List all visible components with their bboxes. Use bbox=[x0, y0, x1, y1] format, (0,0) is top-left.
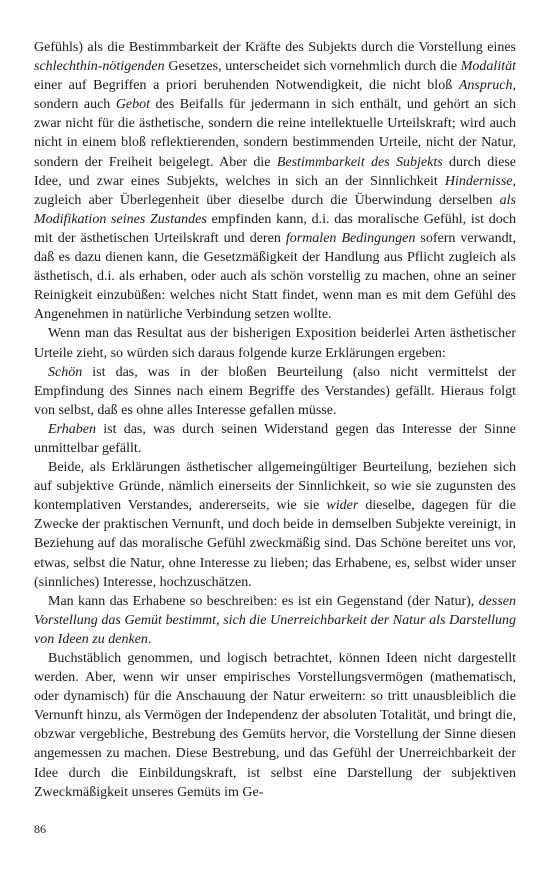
italic-segment: formalen Bedingungen bbox=[285, 230, 416, 246]
text-segment: Man kann das Erhabene so beschreiben: es ist ein Gegenstand (der Natur), bbox=[48, 593, 479, 609]
text-segment: ist das, was durch seinen Widerstand gegen das Interesse der Sinne unmittelbar gefällt. bbox=[34, 421, 516, 456]
italic-segment: wider bbox=[326, 498, 359, 514]
italic-segment: Hindernisse bbox=[444, 173, 513, 189]
paragraph-6 bbox=[34, 592, 516, 649]
paragraph-3 bbox=[34, 363, 516, 420]
text-segment: empfinden kann, d.i. das moralische Gefühl, ist doch mit der ästhetischen Urteilskraft und deren bbox=[34, 211, 517, 246]
page-number: 86 bbox=[34, 822, 46, 836]
text-segment: sofern verwandt, daß es dazu dienen kann, die Gesetzmäßigkeit der Handlung aus Pflicht zugleich als ästhetisch, d.i. als erhaben, oder auch als schön vorstellig zu machen, ohne an seiner Reinigkeit einzubüßen: welches nicht Statt findet, wenn man es mit dem Gefühl des Angenehmen in natürliche Verbindung setzen wollte. bbox=[34, 230, 516, 323]
text-segment: durch diese Idee, und zwar eines Subjekts, welches in sich an der Sinnlichkeit bbox=[34, 154, 516, 189]
paragraph-1 bbox=[34, 38, 516, 324]
italic-segment: dessen Vorstellung das Gemüt bestimmt, sich die Unerreichbarkeit der Natur als Darstellung von Ideen zu denken bbox=[34, 593, 516, 647]
text-segment: Gesetzes, unterscheidet sich vornehmlich durch die bbox=[164, 59, 461, 75]
italic-segment: Gebot bbox=[115, 97, 151, 113]
text-segment: , zugleich aber Überlegenheit über dieselbe durch die Überwindung derselben bbox=[34, 173, 516, 208]
text-segment: Gefühls) als die Bestimmbarkeit der Kräfte des Subjekts durch die Vorstellung eines bbox=[34, 40, 516, 55]
paragraph-4 bbox=[34, 420, 516, 458]
text-segment: Wenn man das Resultat aus der bisherigen Exposition beiderlei Arten ästhetischer Urteile zieht, so würden sich daraus folgende kurze Erklärungen ergeben: bbox=[34, 326, 516, 361]
text-segment: einer auf Begriffen a priori beruhenden Notwendigkeit, die nicht bloß bbox=[34, 78, 459, 94]
text-segment: Beide, als Erklärungen ästhetischer allgemeingültiger Beurteilung, beziehen sich auf subjektive Gründe, nämlich einerseits der Sinnlichkeit, so wie sie zugunsten des kontemplativen Verstandes, andererseits, wie sie bbox=[34, 460, 516, 514]
italic-segment: Erhaben bbox=[48, 421, 96, 437]
page-body bbox=[34, 38, 516, 802]
text-segment: . bbox=[147, 631, 152, 647]
text-segment: dieselbe, dagegen für die Zwecke der praktischen Vernunft, und doch beide in demselben Subjekte vereinigt, in Beziehung auf das moralische Gefühl zweckmäßig sind. Das Schöne bereitet uns vor, etwas, selbst die Natur, ohne Interesse zu lieben; das Erhabene, es, selbst wider unser (sinnliches) Interesse, hochzuschätzen. bbox=[34, 498, 516, 590]
italic-segment: Anspruch bbox=[458, 78, 513, 94]
text-segment: Buchstäblich genommen, und logisch betrachtet, können Ideen nicht dargestellt werden. Aber, wenn wir unser empirisches Vorstellungsvermögen (mathematisch, oder dynamisch) für die Anschauung der Natur erweitern: so tritt unausbleiblich die Vernunft hinzu, als Vermögen der Independenz der absoluten Totalität, und bringt die, obzwar vergebliche, Bestrebung des Gemüts hervor, die Vorstellung der Sinne diesen angemessen zu machen. Diese Bestrebung, und das Gefühl der Unerreichbarkeit der Idee durch die Einbildungskraft, ist selbst eine Darstellung der subjektiven Zweckmäßigkeit unseres Gemüts im Ge- bbox=[34, 651, 516, 800]
italic-segment: schlechthin-nötigenden bbox=[34, 59, 165, 75]
text-segment: des Beifalls für jedermann in sich enthält, und gehört an sich zwar nicht für die ästhetische, sondern die reine intellektuelle Urteilskraft; wird auch nicht in einem bloß reflektierenden, sondern bestimmenden Urteile, nicht der Natur, sondern der Freiheit beigelegt. Aber die bbox=[34, 97, 516, 170]
text-segment: , sondern auch bbox=[34, 78, 516, 113]
italic-segment: als Modifikation seines Zustandes bbox=[34, 192, 516, 227]
paragraph-2 bbox=[34, 324, 516, 362]
italic-segment: Bestimmbarkeit des Subjekts bbox=[276, 154, 443, 170]
paragraph-5 bbox=[34, 458, 516, 592]
text-segment: ist das, was in der bloßen Beurteilung (also nicht vermittelst der Empfindung des Sinnes nach einem Begriffe des Verstandes) gefällt. Hieraus folgt von selbst, daß es ohne alles Interesse gefallen müsse. bbox=[34, 364, 516, 418]
italic-segment: Schön bbox=[48, 364, 83, 380]
paragraph-7 bbox=[34, 649, 516, 802]
italic-segment: Modalität bbox=[460, 59, 516, 75]
